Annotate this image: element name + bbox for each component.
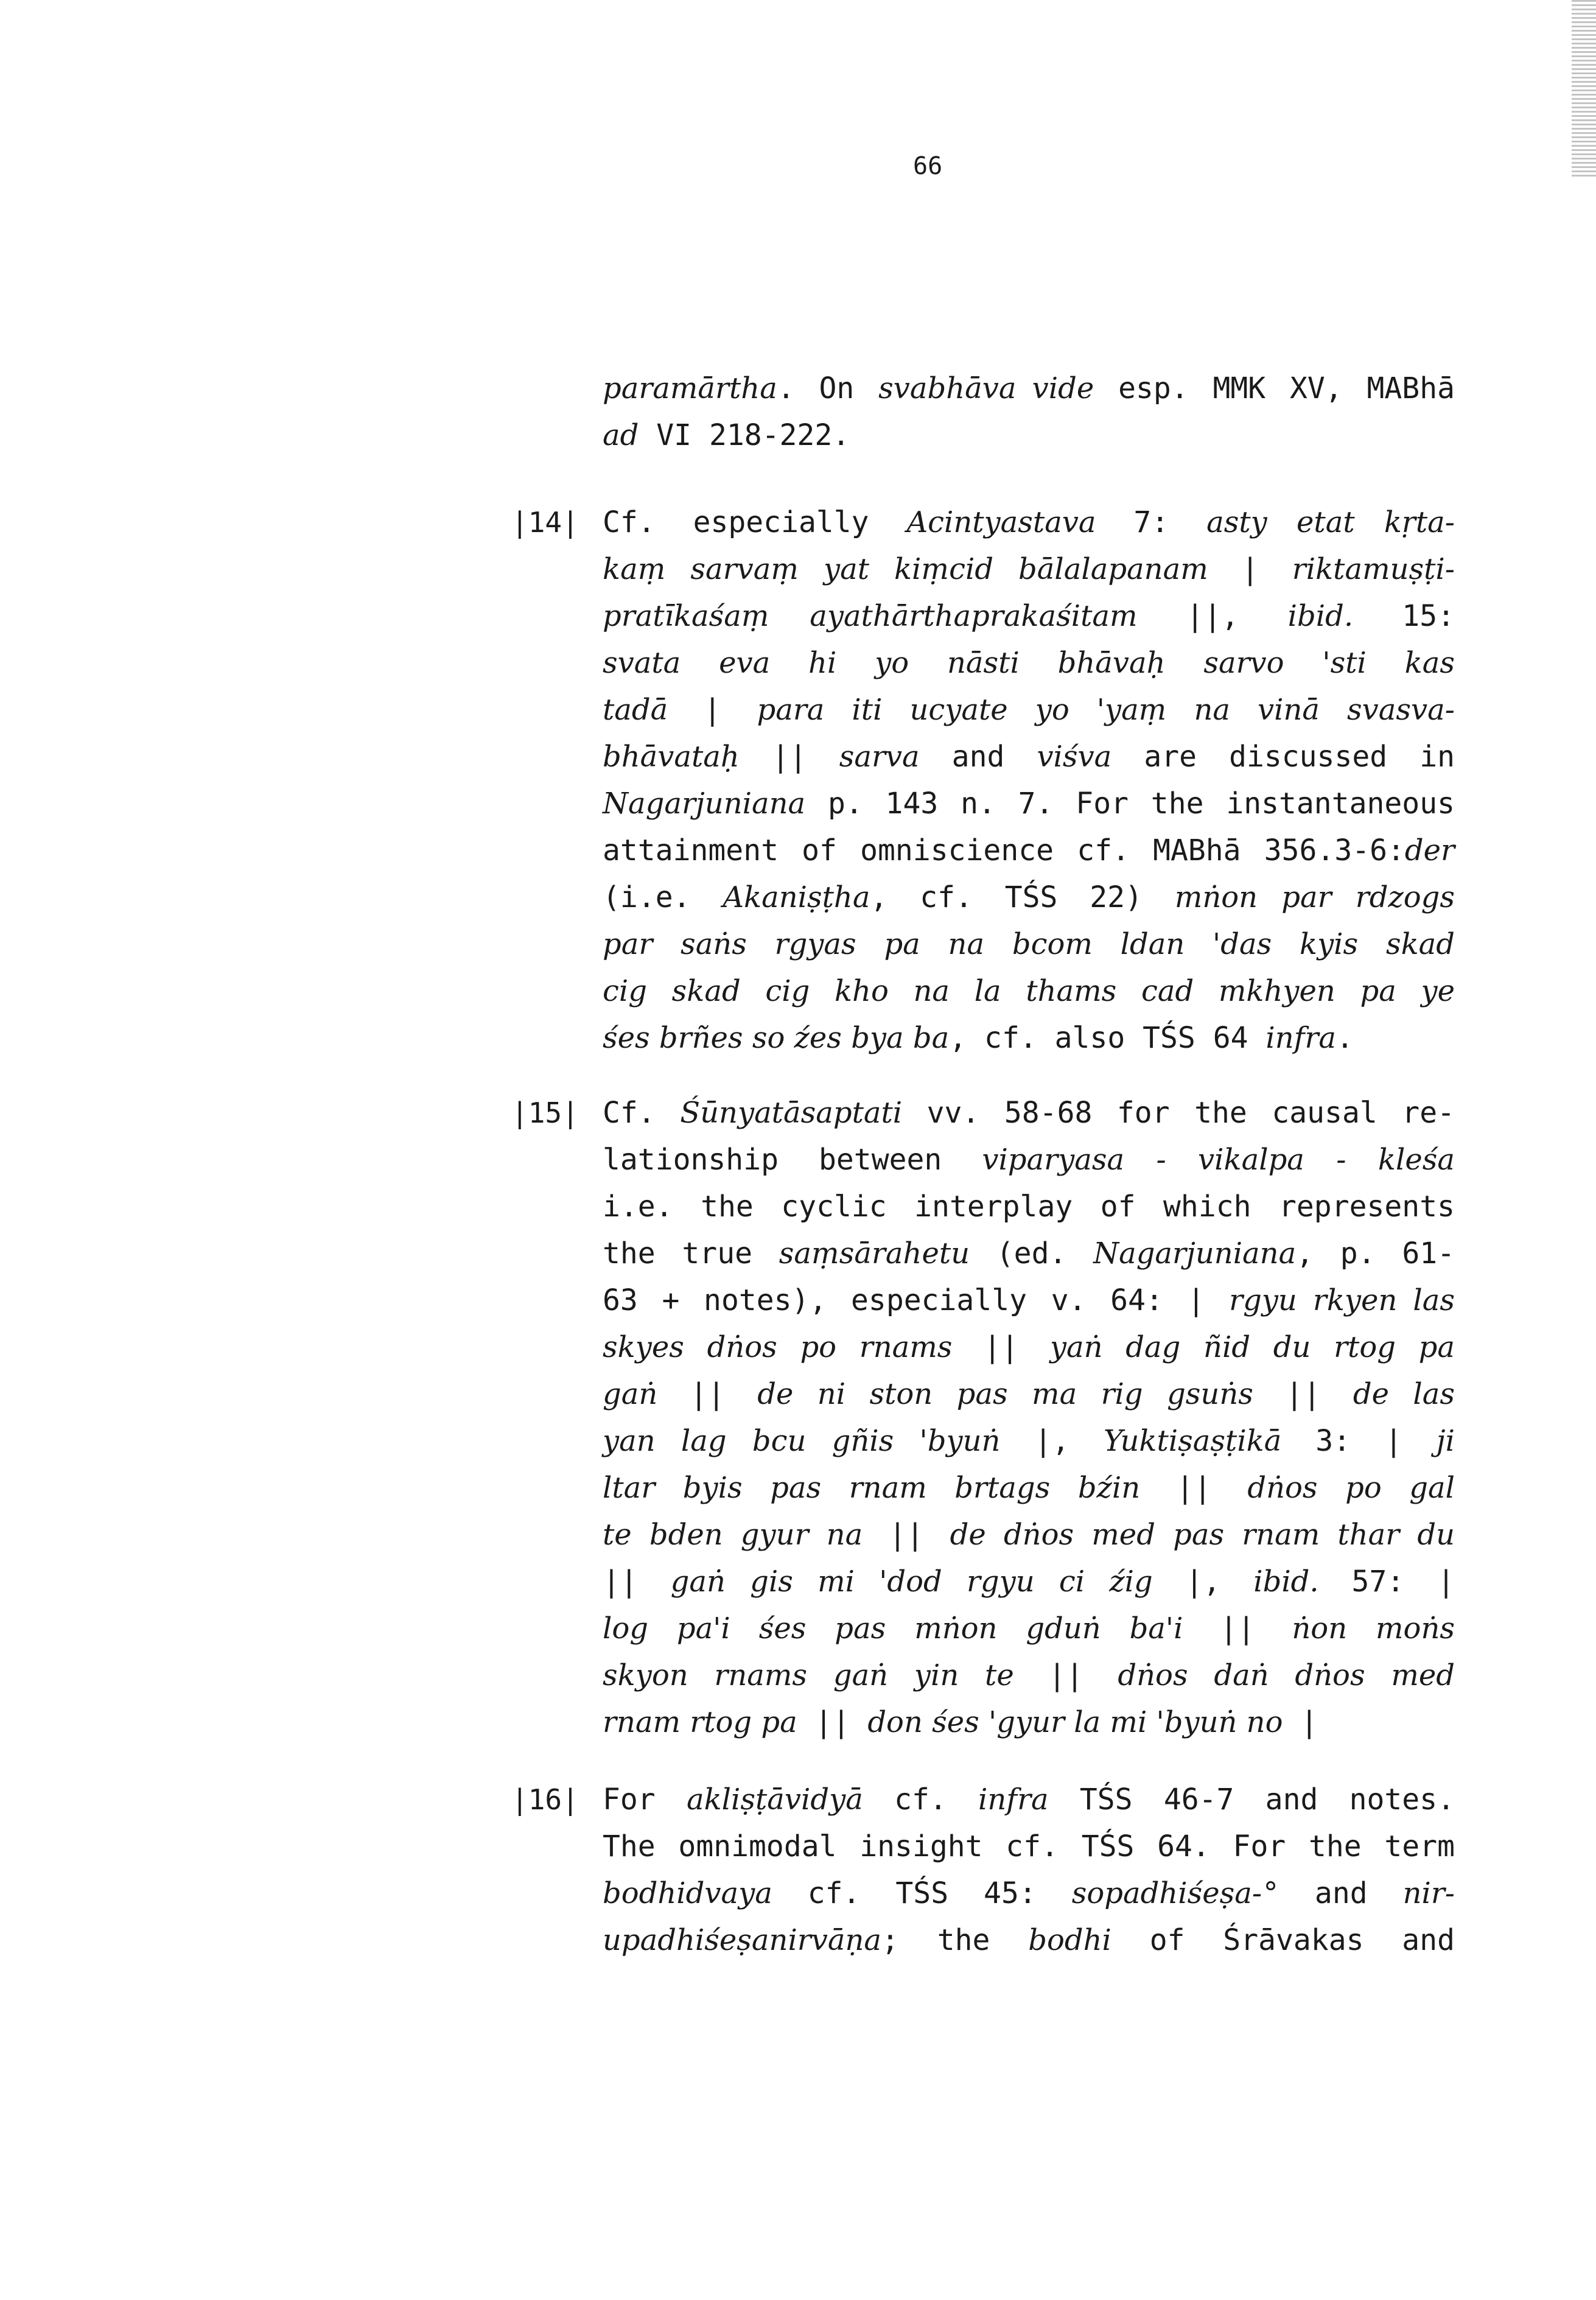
text-line: attainment of omniscience cf. MABhā 356.3-6:der (603, 833, 1455, 868)
text-line: skyes dṅos po rnams || yaṅ dag ñid du rtog pa (603, 1330, 1455, 1364)
text-line: tadā | para iti ucyate yo 'yaṃ na vinā svasva- (603, 693, 1455, 727)
note-15 (511, 1090, 1455, 1746)
text-line: lationship between viparyasa - vikalpa - kleśa (603, 1143, 1455, 1177)
note-14 (511, 499, 1455, 1062)
note-text (603, 365, 1455, 459)
text-line: i.e. the cyclic interplay of which represents (603, 1190, 1455, 1224)
text-line: The omnimodal insight cf. TŚS 64. For the term (603, 1829, 1455, 1863)
text-line: For akliṣṭāvidyā cf. infra TŚS 46-7 and notes. (603, 1783, 1455, 1817)
text-line: paramārtha. On svabhāva vide esp. MMK XV, MABhā (603, 371, 1455, 405)
text-line: Nagarjuniana p. 143 n. 7. For the instantaneous (603, 787, 1455, 821)
text-line: svata eva hi yo nāsti bhāvaḥ sarvo 'sti kas (603, 646, 1455, 680)
note-text (603, 1776, 1455, 1964)
text-line: ltar byis pas rnam brtags bźin || dṅos po gal (603, 1471, 1455, 1505)
note-continuation (603, 365, 1455, 459)
note-marker: |15| (511, 1096, 579, 1129)
text-line: ad VI 218-222. (603, 418, 850, 452)
text-line: bhāvataḥ || sarva and viśva are discussed in (603, 740, 1455, 774)
text-line: (i.e. Akaniṣṭha, cf. TŚS 22) mṅon par rdzogs (603, 880, 1455, 914)
text-line: kaṃ sarvaṃ yat kiṃcid bālalapanam | riktamuṣṭi- (603, 552, 1455, 586)
note-marker: |16| (511, 1783, 579, 1816)
text-line: rnam rtog pa || don śes 'gyur la mi 'byuṅ no | (603, 1705, 1318, 1739)
text-line: upadhiśeṣanirvāṇa; the bodhi of Śrāvakas and (603, 1923, 1455, 1957)
note-16 (511, 1776, 1455, 1964)
text-line: skyon rnams gaṅ yin te || dṅos daṅ dṅos med (603, 1658, 1455, 1692)
note-text (603, 499, 1455, 1062)
note-text (603, 1090, 1455, 1746)
text-line: Cf. especially Acintyastava 7: asty etat kṛta- (603, 505, 1455, 539)
text-line: 63 + notes), especially v. 64: | rgyu rkyen las (603, 1283, 1455, 1317)
note-marker: |14| (511, 506, 579, 539)
page-number: 66 (913, 152, 943, 180)
scan-edge-artifact (1572, 0, 1596, 177)
text-line: cig skad cig kho na la thams cad mkhyen pa ye (603, 974, 1455, 1008)
text-line: gaṅ || de ni ston pas ma rig gsuṅs || de las (603, 1377, 1455, 1411)
text-line: par saṅs rgyas pa na bcom ldan 'das kyis skad (603, 927, 1455, 961)
text-line: log pa'i śes pas mṅon gduṅ ba'i || ṅon moṅs (603, 1611, 1455, 1646)
text-line: pratīkaśaṃ ayathārthaprakaśitam ||, ibid. 15: (603, 599, 1455, 633)
text-line: || gaṅ gis mi 'dod rgyu ci źig |, ibid. 57: | (603, 1565, 1455, 1599)
text-line: te bden gyur na || de dṅos med pas rnam thar du (603, 1518, 1455, 1552)
text-line: Cf. Śūnyatāsaptati vv. 58-68 for the causal re- (603, 1096, 1455, 1130)
text-line: bodhidvaya cf. TŚS 45: sopadhiśeṣa-° and nir- (603, 1876, 1455, 1910)
text-line: yan lag bcu gñis 'byuṅ |, Yuktiṣaṣṭikā 3: | ji (603, 1424, 1455, 1458)
text-line: the true saṃsārahetu (ed. Nagarjuniana, p. 61- (603, 1236, 1455, 1271)
text-line: śes brñes so źes bya ba, cf. also TŚS 64 infra. (603, 1021, 1354, 1055)
